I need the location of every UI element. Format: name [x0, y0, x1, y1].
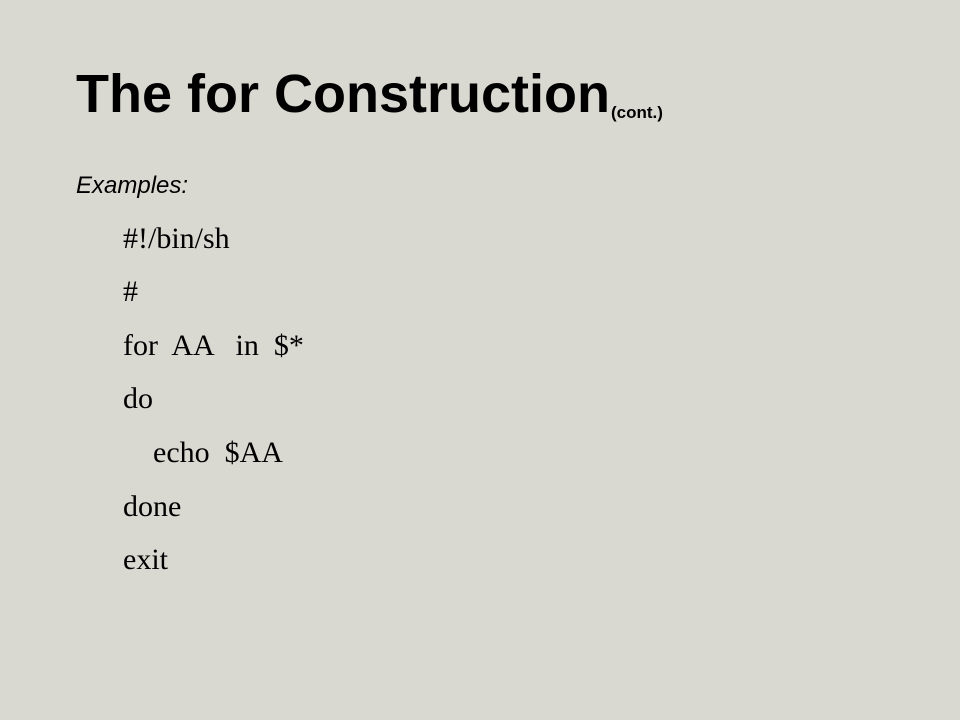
examples-label: Examples:: [76, 172, 189, 199]
slide-title-main: The for Construction: [76, 64, 610, 124]
code-line: done: [123, 490, 182, 523]
code-line: #: [123, 275, 138, 308]
code-line: echo $AA: [153, 436, 283, 469]
code-line: for AA in $*: [123, 329, 304, 362]
code-line: do: [123, 382, 153, 415]
slide-title-suffix: (cont.): [610, 103, 663, 122]
slide-title: [76, 62, 663, 139]
code-line: #!/bin/sh: [123, 222, 230, 255]
code-line: exit: [123, 543, 168, 576]
